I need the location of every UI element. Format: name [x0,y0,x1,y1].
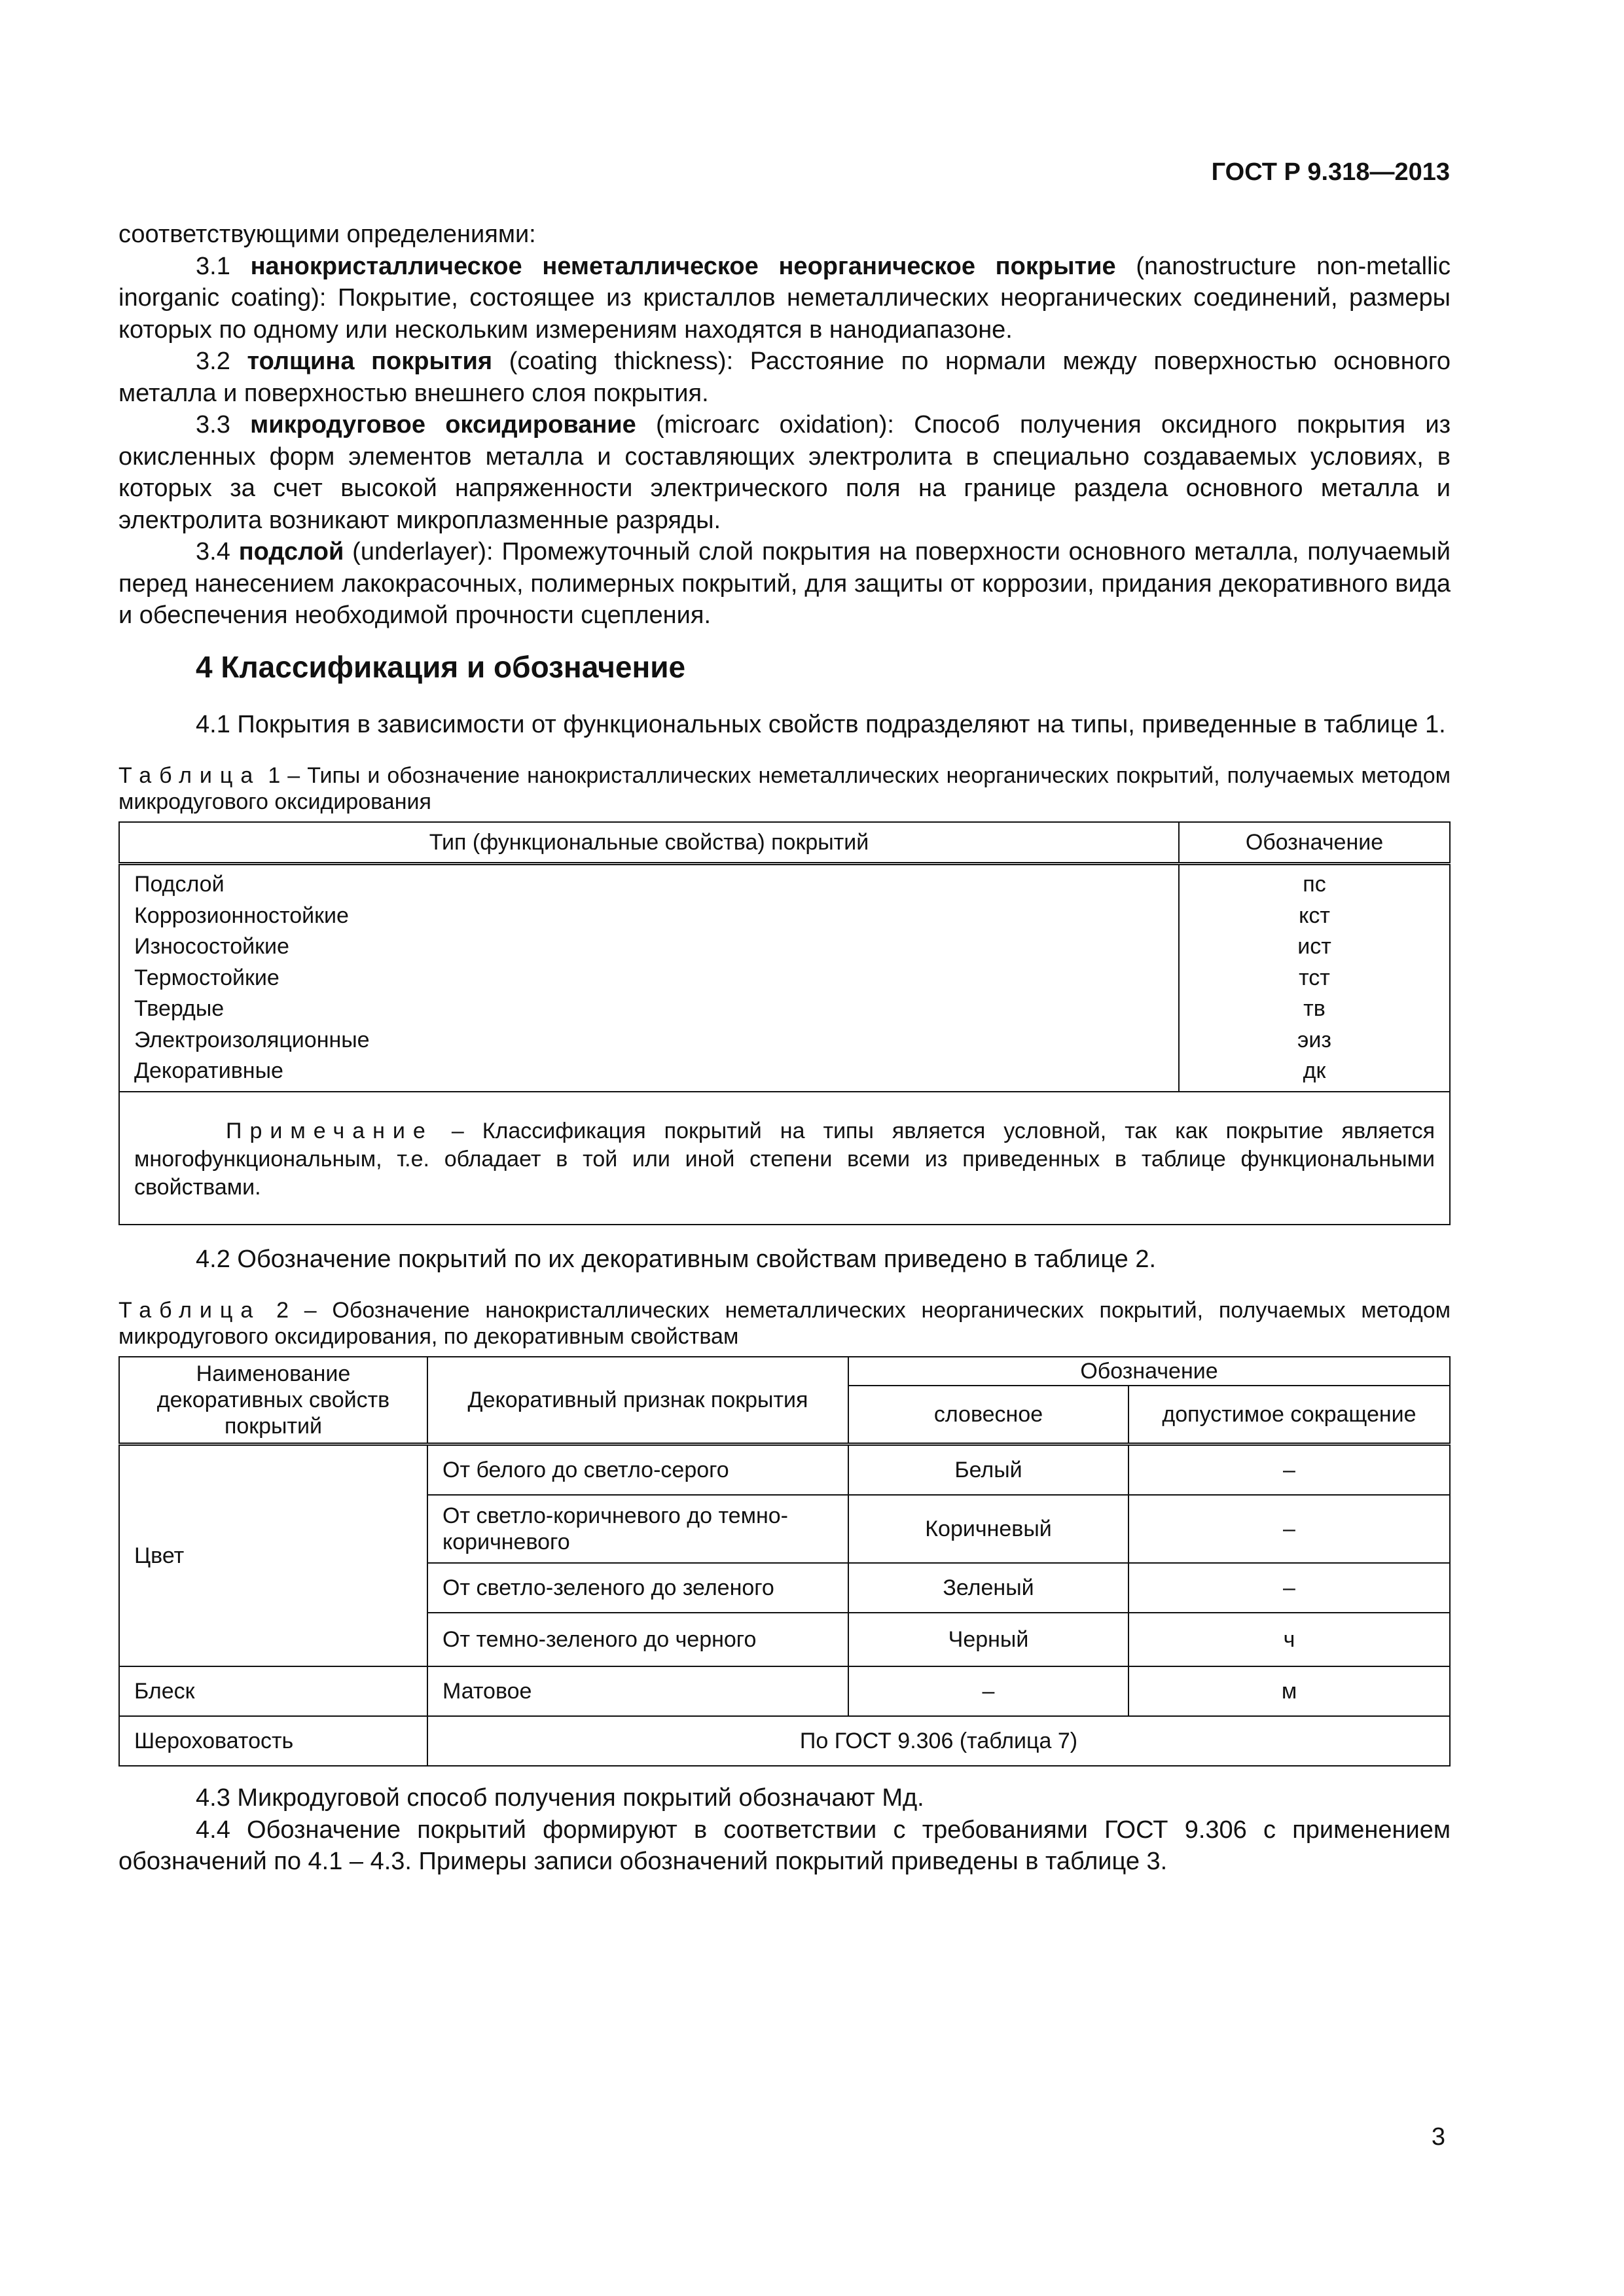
table-2-header-name: Наименование декоративных свойств покрытий [119,1357,427,1444]
definition-term: подслой [238,538,344,565]
type-label: Коррозионностойкие [134,903,349,928]
type-label: Подслой [134,872,225,897]
gloss-feature-cell: Матовое [427,1666,848,1716]
definition-term: нанокристаллическое неметаллическое неорганическое покрытие [250,252,1116,280]
table-1-caption-label: Таблица [118,763,261,788]
section-4-heading: 4 Классификация и обозначение [196,649,686,684]
definition-number: 3.3 [196,411,230,439]
note-text: – Классификация покрытий на типы является условной, так как покрытие является многофункциональным, т.е. обладает в той или иной степени всеми из приведенных в таблице функциональными свойствами. [134,1118,1435,1200]
definition-3-3 [118,409,1451,536]
table-1-caption [118,762,1451,815]
table-1-note-row [119,1092,1450,1225]
verbal-cell: Зеленый [848,1563,1128,1613]
table-1-types-cell [119,864,1179,1092]
table-2-caption-text: 2 – Обозначение нанокристаллических неметаллических неорганических покрытий, получаемых методом микродугового оксидирования, по декоративным свойствам [118,1298,1451,1349]
gloss-verbal-cell: – [848,1666,1128,1716]
code-label: тст [1299,965,1330,990]
table-1-codes-cell [1179,864,1450,1092]
feature-cell: От светло-коричневого до темно-коричневого [427,1495,848,1563]
type-label: Электроизоляционные [134,1027,370,1052]
definition-3-2 [118,346,1451,409]
abbr-cell: – [1128,1563,1450,1613]
definition-3-4 [118,536,1451,632]
type-label: Твердые [134,996,225,1021]
table-2-header-designation: Обозначение [848,1357,1450,1386]
note-label: Примечание [226,1118,433,1143]
table-row [119,1716,1450,1766]
type-label: Износостойкие [134,934,289,959]
feature-cell: От белого до светло-серого [427,1444,848,1496]
feature-cell: От темно-зеленого до черного [427,1613,848,1666]
table-2-header-feature: Декоративный признак покрытия [427,1357,848,1444]
code-label: ист [1297,934,1331,959]
intro-line: соответствующими определениями: [118,221,536,248]
table-1-caption-text: 1 – Типы и обозначение нанокристаллических неметаллических неорганических покрытий, получаемых методом микродугового оксидирования [118,763,1451,814]
table-2 [118,1356,1451,1767]
code-label: пс [1303,872,1326,897]
code-label: дк [1303,1058,1326,1083]
definition-text: (underlayer): Промежуточный слой покрытия на поверхности основного металла, получаемый перед нанесением лакокрасочных, полимерных покрытий, для защиты от коррозии, придания декоративного вида и обеспечения необходимой прочности сцепления. [118,538,1451,629]
definition-term: микродуговое оксидирование [250,411,636,439]
type-label: Термостойкие [134,965,280,990]
abbr-cell: – [1128,1444,1450,1496]
table-1-header-code: Обозначение [1179,822,1450,864]
gloss-abbr-cell: м [1128,1666,1450,1716]
definition-3-1 [118,251,1451,346]
feature-cell: От светло-зеленого до зеленого [427,1563,848,1613]
paragraph-4-1: 4.1 Покрытия в зависимости от функциональных свойств подразделяют на типы, приведенные в таблице 1. [196,710,1446,738]
verbal-cell: Белый [848,1444,1128,1496]
abbr-cell: ч [1128,1613,1450,1666]
code-label: кст [1299,903,1330,928]
table-2-caption-label: Таблица [118,1298,261,1323]
table-1-note [119,1092,1450,1225]
table-2-header-abbr: допустимое сокращение [1128,1386,1450,1444]
gloss-name-cell: Блеск [119,1666,427,1716]
table-row [119,864,1450,1092]
code-label: тв [1303,996,1326,1021]
definition-text: (nanostructure non-metallic inorganic coating): Покрытие, состоящее из кристаллов неметаллических неорганических соединений, размеры которых по одному или нескольким измерениям находятся в нанодиапазоне. [118,252,1451,344]
definition-text: (microarc oxidation): Способ получения оксидного покрытия из окисленных форм элементов металла и составляющих электролита в специально создаваемых условиях, в которых за счет высокой напряженности электрического поля на границе раздела основного металла и электролита возникают микроплазменные разряды. [118,411,1451,534]
definition-number: 3.4 [196,538,230,565]
paragraph-4-4: 4.4 Обозначение покрытий формируют в соответствии с требованиями ГОСТ 9.306 с применением обозначений по 4.1 – 4.3. Примеры записи обозначений покрытий приведены в таблице 3. [118,1816,1451,1875]
verbal-cell: Коричневый [848,1495,1128,1563]
table-row [119,1666,1450,1716]
table-row [119,1444,1450,1496]
page-number: 3 [1431,2123,1445,2151]
code-label: эиз [1297,1027,1331,1052]
table-2-header-verbal: словесное [848,1386,1128,1444]
paragraph-4-3: 4.3 Микродуговой способ получения покрытий обозначают Мд. [196,1784,924,1812]
roughness-value-cell: По ГОСТ 9.306 (таблица 7) [427,1716,1450,1766]
abbr-cell: – [1128,1495,1450,1563]
type-label: Декоративные [134,1058,283,1083]
table-1-header-type: Тип (функциональные свойства) покрытий [119,822,1179,864]
color-group-cell: Цвет [119,1444,427,1667]
definition-text: (coating thickness): Расстояние по нормали между поверхностью основного металла и поверхностью внешнего слоя покрытия. [118,348,1451,407]
definition-number: 3.1 [196,252,230,280]
definition-term: толщина покрытия [247,348,493,375]
table-2-caption [118,1297,1451,1350]
roughness-name-cell: Шероховатость [119,1716,427,1766]
page-content [118,219,1451,1878]
table-1 [118,821,1451,1225]
paragraph-4-2: 4.2 Обозначение покрытий по их декоративным свойствам приведено в таблице 2. [196,1245,1157,1273]
definition-number: 3.2 [196,348,230,375]
verbal-cell: Черный [848,1613,1128,1666]
document-header: ГОСТ Р 9.318—2013 [1211,158,1450,186]
